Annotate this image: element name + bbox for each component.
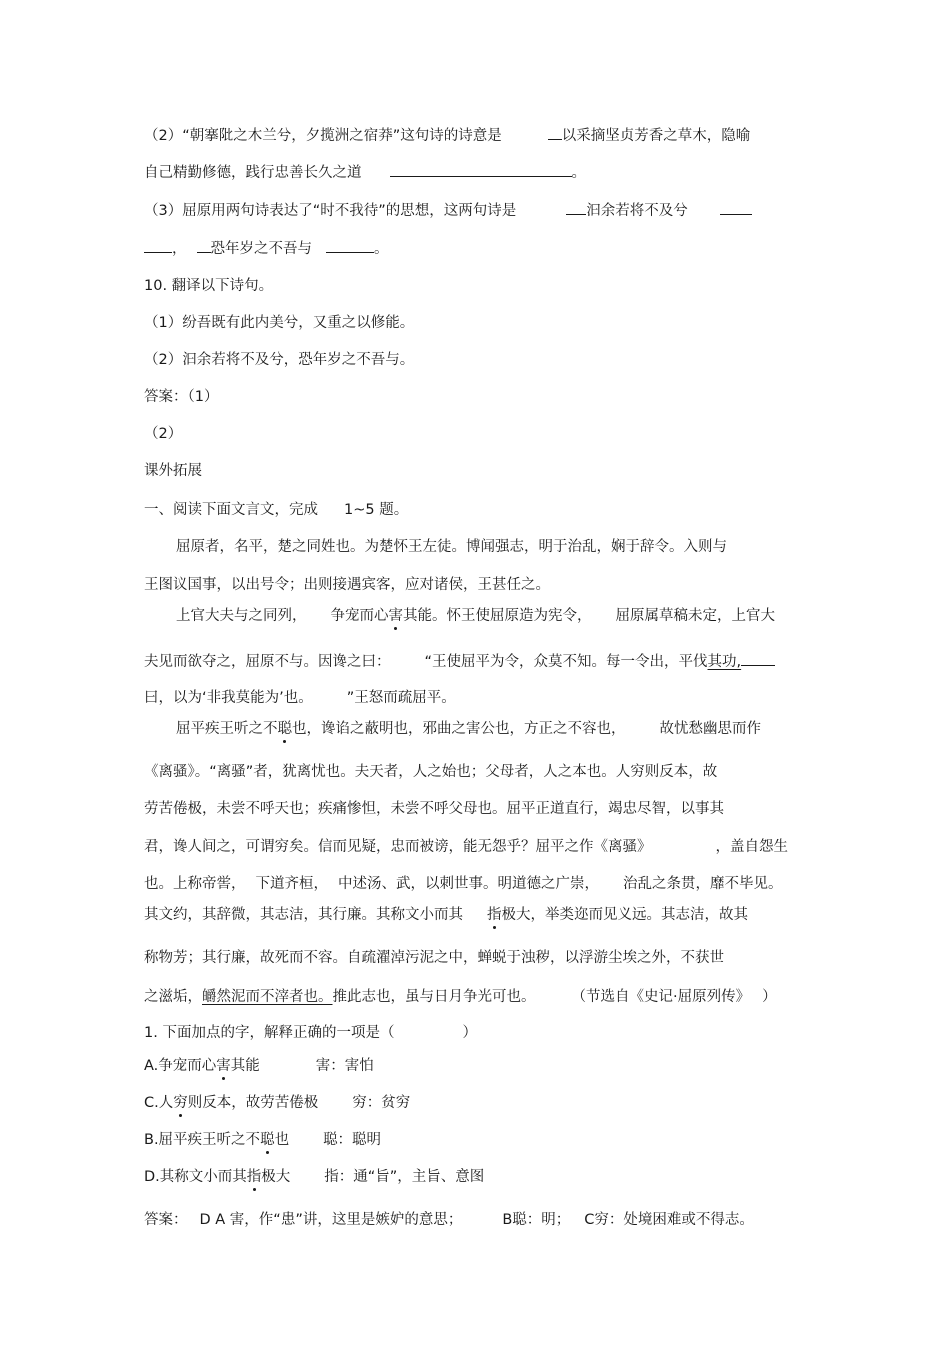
question-9-3-line2: ， 恐年岁之不吾与 。 — [144, 238, 389, 259]
dotted-char: 聪 — [260, 1132, 275, 1148]
passage-p3-line7: 称物芳；其行廉，故死而不容。自疏濯淖污泥之中，蝉蜕于浊秽，以浮游尘埃之外，不获世 — [144, 950, 724, 966]
dotted-char: 害 — [216, 1058, 231, 1074]
passage-p3-line5: 也。上称帝喾， 下道齐桓， 中述汤、武，以刺世事。明道德之广崇， 治乱之条贯，靡不毕见。 — [144, 876, 783, 892]
answer-10-2: （2） — [144, 426, 183, 442]
question-10-1: （1）纷吾既有此内美兮，又重之以修能。 — [144, 315, 415, 331]
option-a: A.争宠而心害其能 害：害怕 — [144, 1058, 374, 1074]
section-1-instruction: 一、阅读下面文言文，完成 1~5 题。 — [144, 502, 409, 518]
passage-p3-line6: 其文约，其辞微，其志洁，其行廉。其称文小而其 指极大，举类迩而见义远。其志洁，故其 — [144, 907, 748, 923]
dotted-char: 穷 — [173, 1095, 188, 1111]
underlined-text: 皭然泥而不滓者也。 — [202, 989, 333, 1005]
answer-blank — [720, 200, 752, 215]
answer-blank — [326, 238, 374, 253]
section-heading-extension: 课外拓展 — [144, 463, 202, 479]
passage-p3-line4: 君，谗人间之，可谓穷矣。信而见疑，忠而被谤，能无怨乎？屈平之作《离骚》 ，盖自怨生 — [144, 839, 788, 855]
question-10-2: （2）汩余若将不及兮，恐年岁之不吾与。 — [144, 352, 415, 368]
option-b: B.屈平疾王听之不聪也 聪：聪明 — [144, 1132, 382, 1148]
dotted-char: 害 — [388, 608, 403, 624]
option-c: C.人穷则反本，故劳苦倦极 穷：贫穷 — [144, 1095, 411, 1111]
question-10: 10. 翻译以下诗句。 — [144, 278, 274, 294]
answer-10-1: 答案：（1） — [144, 389, 219, 405]
dotted-char: 指 — [246, 1169, 262, 1185]
answer-blank — [566, 200, 586, 215]
passage-p3-line1: 屈平疾王听之不聪也，谗谄之蔽明也，邪曲之害公也，方正之不容也， 故忧愁幽思而作 — [176, 721, 761, 737]
passage-p2-line2: 夫见而欲夺之，屈原不与。因谗之曰： “王使屈平为令，众莫不知。每一令出，平伐其功, — [144, 651, 775, 672]
answer-blank — [197, 238, 211, 253]
passage-p3-line3: 劳苦倦极，未尝不呼天也；疾痛惨怛，未尝不呼父母也。屈平正道直行，竭忠尽智，以事其 — [144, 801, 724, 817]
answer-blank — [390, 162, 572, 177]
dotted-char: 聪 — [277, 721, 292, 737]
answer-blank — [144, 238, 172, 253]
question-1: 1. 下面加点的字，解释正确的一项是（ ） — [144, 1025, 477, 1041]
passage-p3-line8: 之滋垢，皭然泥而不滓者也。推此志也，虽与日月争光可也。 （节选自《史记·屈原列传》 ） — [144, 989, 777, 1005]
option-d: D.其称文小而其指极大 指：通“旨”，主旨、意图 — [144, 1169, 485, 1185]
question-9-3-line1: （3）屈原用两句诗表达了“时不我待”的思想，这两句诗是 汩余若将不及兮 — [144, 200, 752, 221]
answer-blank — [548, 125, 562, 140]
underlined-text: 其功, — [707, 654, 742, 670]
question-9-2-line1: （2）“朝搴阰之木兰兮，夕揽洲之宿莽”这句诗的诗意是 以采摘坚贞芳香之草木，隐喻 — [144, 125, 750, 146]
dotted-char: 指 — [487, 907, 502, 923]
passage-p3-line2: 《离骚》。“离骚”者，犹离忧也。夫天者，人之始也；父母者，人之本也。人穷则反本，故 — [144, 764, 718, 780]
answer-blank — [741, 651, 775, 666]
passage-p2-line3: 曰，以为‘非我莫能为’也。 ”王怒而疏屈平。 — [144, 690, 456, 706]
question-9-2-line2: 自己精勤修德，践行忠善长久之道 。 — [144, 162, 586, 183]
passage-p1-line1: 屈原者，名平，楚之同姓也。为楚怀王左徒。博闻强志，明于治乱，娴于辞令。入则与 — [176, 539, 727, 555]
passage-p2-line1: 上官大夫与之同列， 争宠而心害其能。怀王使屈原造为宪令， 屈原属草稿未定，上官大 — [176, 608, 775, 624]
answer-1: 答案： D A 害，作“患”讲，这里是嫉妒的意思； B聪：明； C穷：处境困难或不得志。 — [144, 1212, 754, 1228]
passage-p1-line2: 王图议国事，以出号令；出则接遇宾客，应对诸侯，王甚任之。 — [144, 577, 550, 593]
